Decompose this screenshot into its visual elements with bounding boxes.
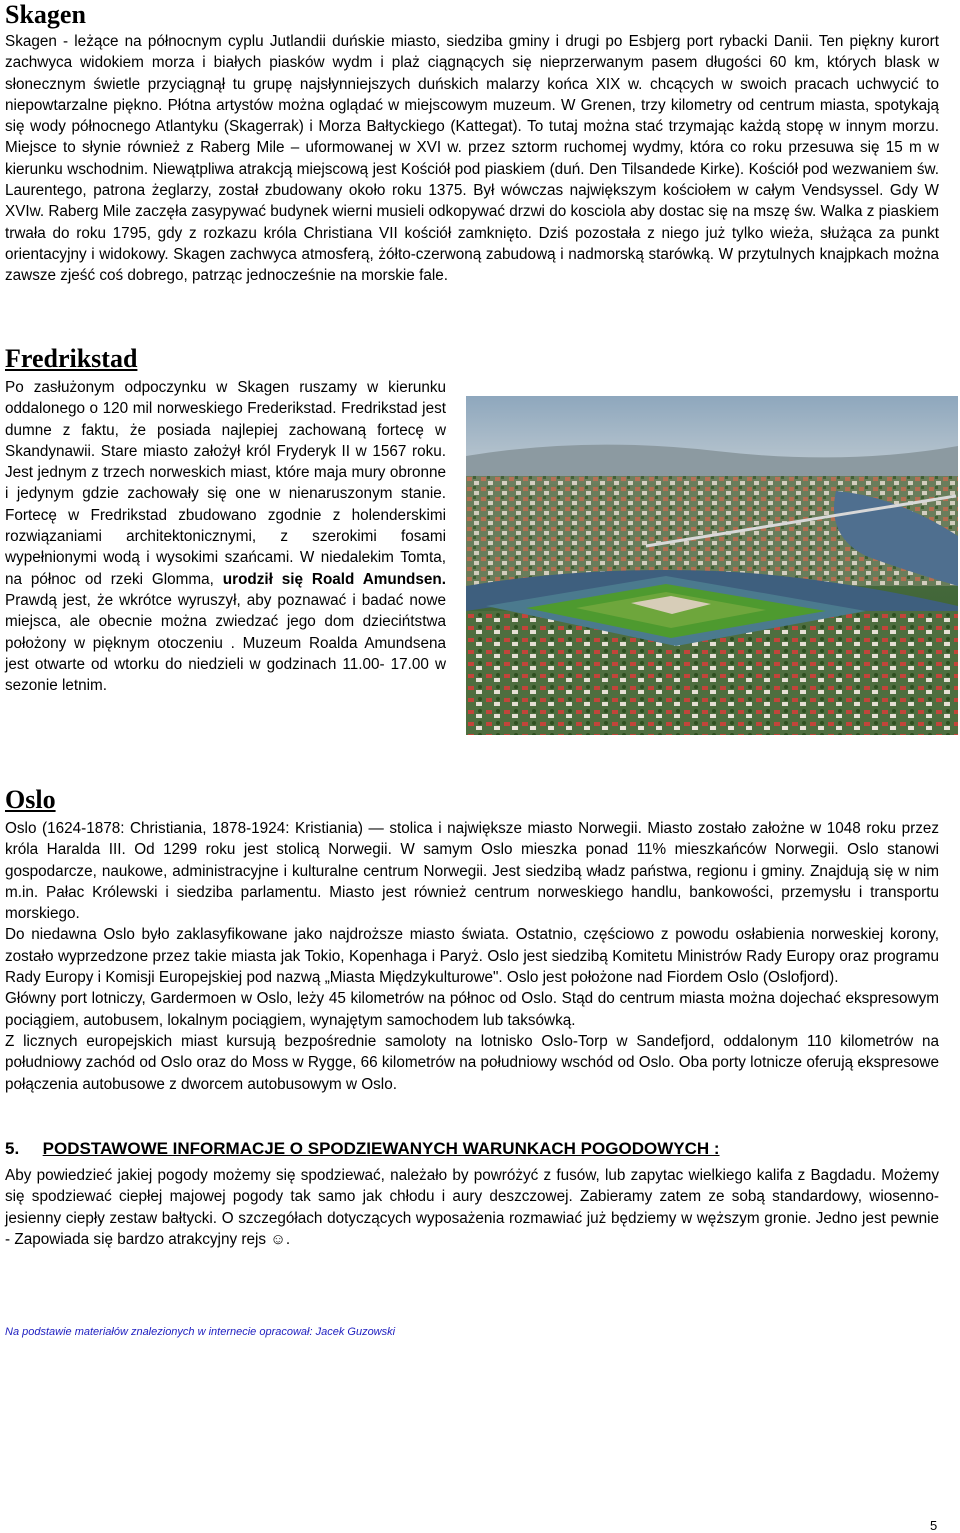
- skagen-title: Skagen: [5, 0, 86, 29]
- weather-section-number: 5.: [5, 1139, 20, 1158]
- weather-section: [5, 1139, 939, 1250]
- oslo-paragraph-1: Oslo (1624-1878: Christiania, 1878-1924: Kristiania) — stolica i największe miasto Norwegii. Miasto zostało założne w 1048 roku przez króla Haralda III. Od 1299 roku jest stolicą Norwegii. W samym Oslo mieszka ponad 11% mieszkańców Norwegii. Oslo stanowi gospodarcze, naukowe, administracyjne i kulturalne centrum Norwegii. Jest siedzibą władz państwa, regionu i gminy. Znajdują się w nim m.in. Pałac Królewski i siedziba parlamentu. Miasto jest również centrum norweskiego handlu, bankowości, przemysłu i transportu morskiego.: [5, 820, 939, 923]
- fredrikstad-text-1: Po zasłużonym odpoczynku w Skagen ruszamy w kierunku oddalonego o 120 mil norweskiego Frederikstad. Fredrikstad jest dumne z faktu, że posiada najlepiej zachowaną fortecę w Skandynawii. Stare miasto założył król Fryderyk II w 1567 roku. Jest jednym z trzech norweskich miast, które maja mury obronne i jedynym gdzie zachowały się one w nienaruszonym stanie. Fortecę w Fredrikstad zbudowano zgodnie z holenderskimi rozwiązaniami architektonicznymi, z szerokimi fosami wypełnionymi wodą i wysokimi szańcami. W niedalekim Tomta, na północ od rzeki Glomma,: [5, 379, 446, 588]
- oslo-paragraph-4: Z licznych europejskich miast kursują bezpośrednie samoloty na lotnisko Oslo-Torp w Sandefjord, oddalonym 110 kilometrów na południowy zachód od Oslo oraz do Moss w Rygge, 66 kilometrów na południowy wschód od Oslo. Oba porty lotnicze oferują ekspresowe połączenia autobusowe z dworcem autobusowym w Oslo.: [5, 1032, 939, 1093]
- oslo-title: Oslo: [5, 785, 56, 814]
- fredrikstad-paragraph: [5, 377, 446, 696]
- fredrikstad-aerial-photo: [466, 396, 958, 735]
- weather-paragraph: Aby powiedzieć jakiej pogody możemy się spodziewać, należało by powróżyć z fusów, lub zapytac wielkiego kalifa z Bagdadu. Możemy się spodziewać ciepłej majowej pogody tak samo jak chłodu i aury deszczowej. Zabieramy zatem ze sobą standardowy, wiosenno-jesienny ciepły zestaw bałtycki. O szczegółach dotyczących wyposażenia rozmawiać już będziemy w węższym gronie. Jedno jest pewnie - Zapowiada się bardzo atrakcyjny rejs ☺.: [5, 1167, 939, 1248]
- skagen-paragraph: Skagen - leżące na północnym cyplu Jutlandii duńskie miasto, siedziba gminy i drugi po Esbjerg port rybacki Danii. Ten piękny kurort zachwyca widokiem morza i białych piasków wydm i plaż ciągnących się nieprzerwanym pasem długości 60 km, których blask w słonecznym świetle przyciągnął tu grupę najsłynniejszych duńskich malarzy końca XIX w. chcących w swoich pracach uchwycić to niepowtarzalne piękno. Płótna artystów można oglądać w miejscowym muzeum. W Grenen, trzy kilometry od centrum miasta, spotykają się wody północnego Atlantyku (Skagerrak) i Morza Bałtyckiego (Kattegat). To tutaj można stać trzymając każdą stopę w innym morzu. Miejsce to słynie również z Raberg Mile – uformowanej w XVI w. przez sztorm ruchomej wydmy, która co roku przesuwa się 15 m w kierunku wschodnim. Niewątpliwa atrakcją miejscową jest Kościół pod piaskiem (duń. Den Tilsandede Kirke). Kościół pod wezwaniem św. Laurentego, patrona żeglarzy, został zbudowany około roku 1375. Był wówczas największym kościołem w całym Vendsyssel. Gdy W XVIw. Raberg Mile zaczęła zasypywać budynek wierni musieli odkopywać drzwi do kosciola aby dostac się na mszę św. Walka z piaskiem trwała do roku 1795, gdy z rozkazu króla Christiana VII kościół zamknięto. Dziś pozostała z niego już tylko wieża, służąca za punkt orientacyjny i widokowy. Skagen zachwyca atmosferą, żółto-czerwoną zabudową i nadmorską starówką. W przytulnych knajpkach można zawsze zjeść coś dobrego, patrząc jednocześnie na morskie fale.: [5, 33, 939, 285]
- footer-credit: Na podstawie materiałów znalezionych w internecie opracował: Jacek Guzowski: [5, 1326, 396, 1338]
- amundsen-bold-text: urodził się Roald Amundsen.: [222, 570, 446, 588]
- skagen-section: [5, 2, 939, 287]
- fredrikstad-title: Fredrikstad: [5, 344, 138, 373]
- weather-heading-text: PODSTAWOWE INFORMACJE O SPODZIEWANYCH WARUNKACH POGODOWYCH :: [42, 1139, 720, 1158]
- weather-heading: [5, 1139, 939, 1159]
- page-number: 5: [930, 1518, 938, 1533]
- fredrikstad-text-2: Prawdą jest, że wkrótce wyruszył, aby poznawać i badać nowe miejsca, ale obecnie można zwiedzać jego dom dziecińtstwa położony w pięknym otoczeniu . Muzeum Roalda Amundsena jest otwarte od wtorku do niedzieli w godzinach 11.00- 17.00 w sezonie letnim.: [5, 591, 446, 695]
- oslo-paragraph-2: Do niedawna Oslo było zaklasyfikowane jako najdroższe miasto świata. Ostatnio, częściowo z powodu osłabienia norweskiej korony, zostało wyprzedzone przez takie miasta jak Tokio, Kopenhaga i Paryż. Oslo jest siedzibą Komitetu Ministrów Rady Europy oraz programu Rady Europy i Komisji Europejskiej pod nazwą „Miasta Międzykulturowe". Oslo jest położone nad Fiordem Oslo (Oslofjord).: [5, 926, 939, 987]
- oslo-section: [5, 787, 939, 1095]
- oslo-paragraph-3: Główny port lotniczy, Gardermoen w Oslo, leży 45 kilometrów na północ od Oslo. Stąd do centrum miasta można dojechać ekspresowym pociągiem, autobusem, lokalnym pociągiem, wynajętym samochodem lub taksówką.: [5, 990, 939, 1029]
